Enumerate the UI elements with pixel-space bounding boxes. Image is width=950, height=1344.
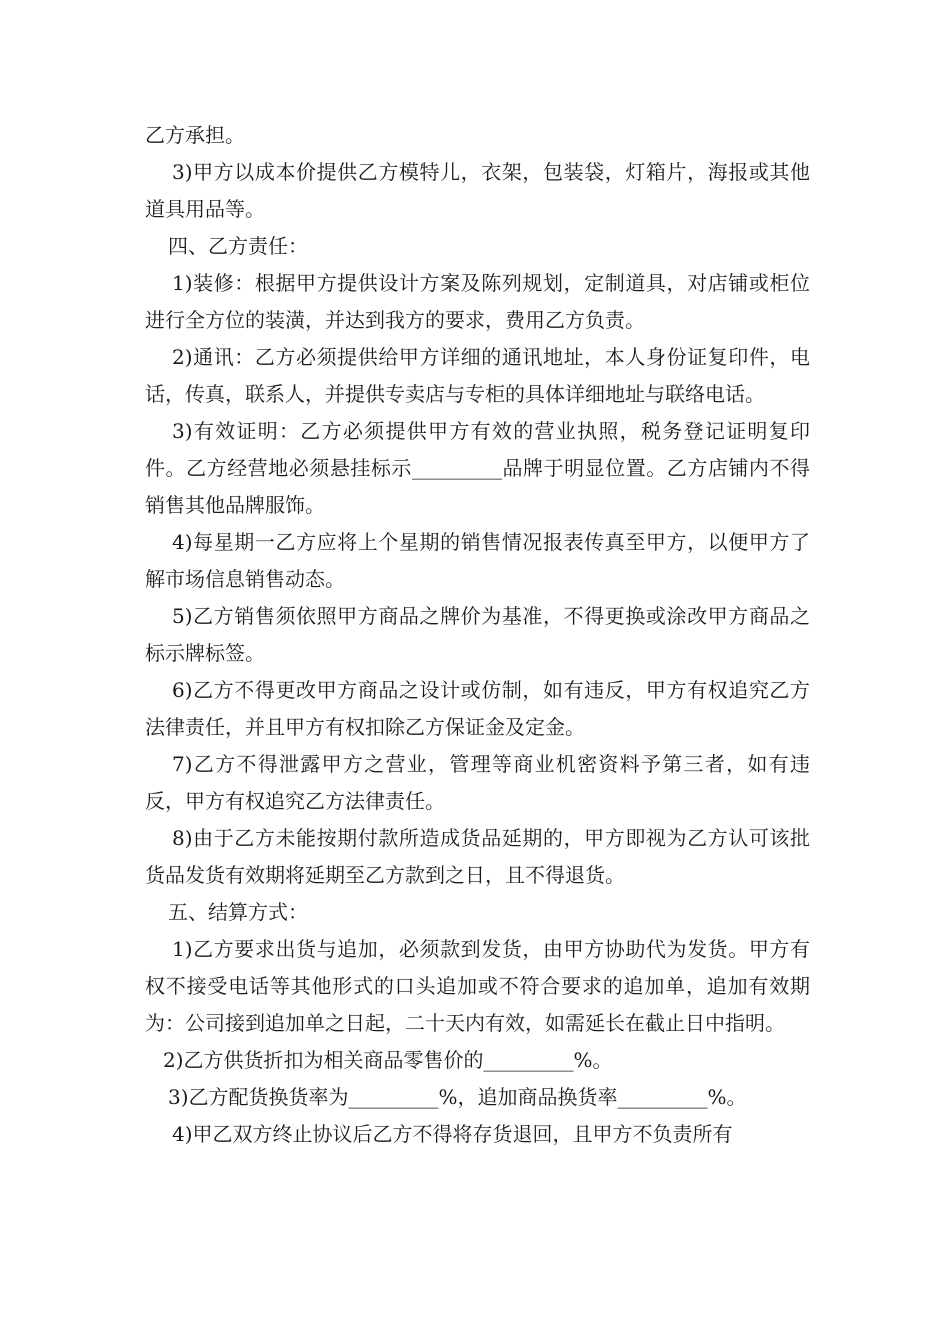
document-body bbox=[145, 117, 810, 1153]
paragraph-item-8-payment-delay: 8)由于乙方未能按期付款所造成货品延期的，甲方即视为乙方认可该批货品发货有效期将延期至乙方款到之日，且不得退货。 bbox=[145, 826, 810, 887]
paragraph-item-7-confidentiality: 7)乙方不得泄露甲方之营业，管理等商业机密资料予第三者，如有违反，甲方有权追究乙方法律责任。 bbox=[145, 752, 810, 813]
paragraph-item-4-weekly-report: 4)每星期一乙方应将上个星期的销售情况报表传真至甲方，以便甲方了解市场信息销售动态。 bbox=[145, 530, 810, 591]
paragraph-item-2-communication: 2)通讯：乙方必须提供给甲方详细的通讯地址，本人身份证复印件，电话，传真，联系人，并提供专卖店与专柜的具体详细地址与联络电话。 bbox=[145, 345, 810, 406]
paragraph-item-3-exchange-rate: 3)乙方配货换货率为_________%，追加商品换货率_________%。 bbox=[168, 1085, 747, 1109]
paragraph-item-6-design: 6)乙方不得更改甲方商品之设计或仿制，如有违反，甲方有权追究乙方法律责任，并且甲方有权扣除乙方保证金及定金。 bbox=[145, 678, 810, 739]
paragraph-item-5-pricing: 5)乙方销售须依照甲方商品之牌价为基准，不得更换或涂改甲方商品之标示牌标签。 bbox=[145, 604, 810, 665]
paragraph-continuation: 乙方承担。 bbox=[145, 123, 245, 147]
section-heading-party-b-duties: 四、乙方责任： bbox=[168, 234, 308, 258]
paragraph-item-4-termination: 4)甲乙双方终止协议后乙方不得将存货退回，且甲方不负责所有 bbox=[172, 1122, 733, 1146]
paragraph-item-3-props: 3)甲方以成本价提供乙方模特儿，衣架，包装袋，灯箱片，海报或其他道具用品等。 bbox=[145, 160, 810, 221]
paragraph-item-1-decoration: 1)装修：根据甲方提供设计方案及陈列规划，定制道具，对店铺或柜位进行全方位的装潢，并达到我方的要求，费用乙方负责。 bbox=[145, 271, 810, 332]
paragraph-item-1-orders: 1)乙方要求出货与追加，必须款到发货，由甲方协助代为发货。甲方有权不接受电话等其他形式的口头追加或不符合要求的追加单，追加有效期为：公司接到追加单之日起，二十天内有效，如需延长在截止日中指明。 bbox=[145, 937, 810, 1035]
paragraph-item-2-discount: 2)乙方供货折扣为相关商品零售价的_________%。 bbox=[163, 1048, 613, 1072]
section-heading-settlement: 五、结算方式： bbox=[168, 900, 308, 924]
paragraph-item-3-certificates: 3)有效证明：乙方必须提供甲方有效的营业执照，税务登记证明复印件。乙方经营地必须悬挂标示_________品牌于明显位置。乙方店铺内不得销售其他品牌服饰。 bbox=[145, 419, 810, 517]
